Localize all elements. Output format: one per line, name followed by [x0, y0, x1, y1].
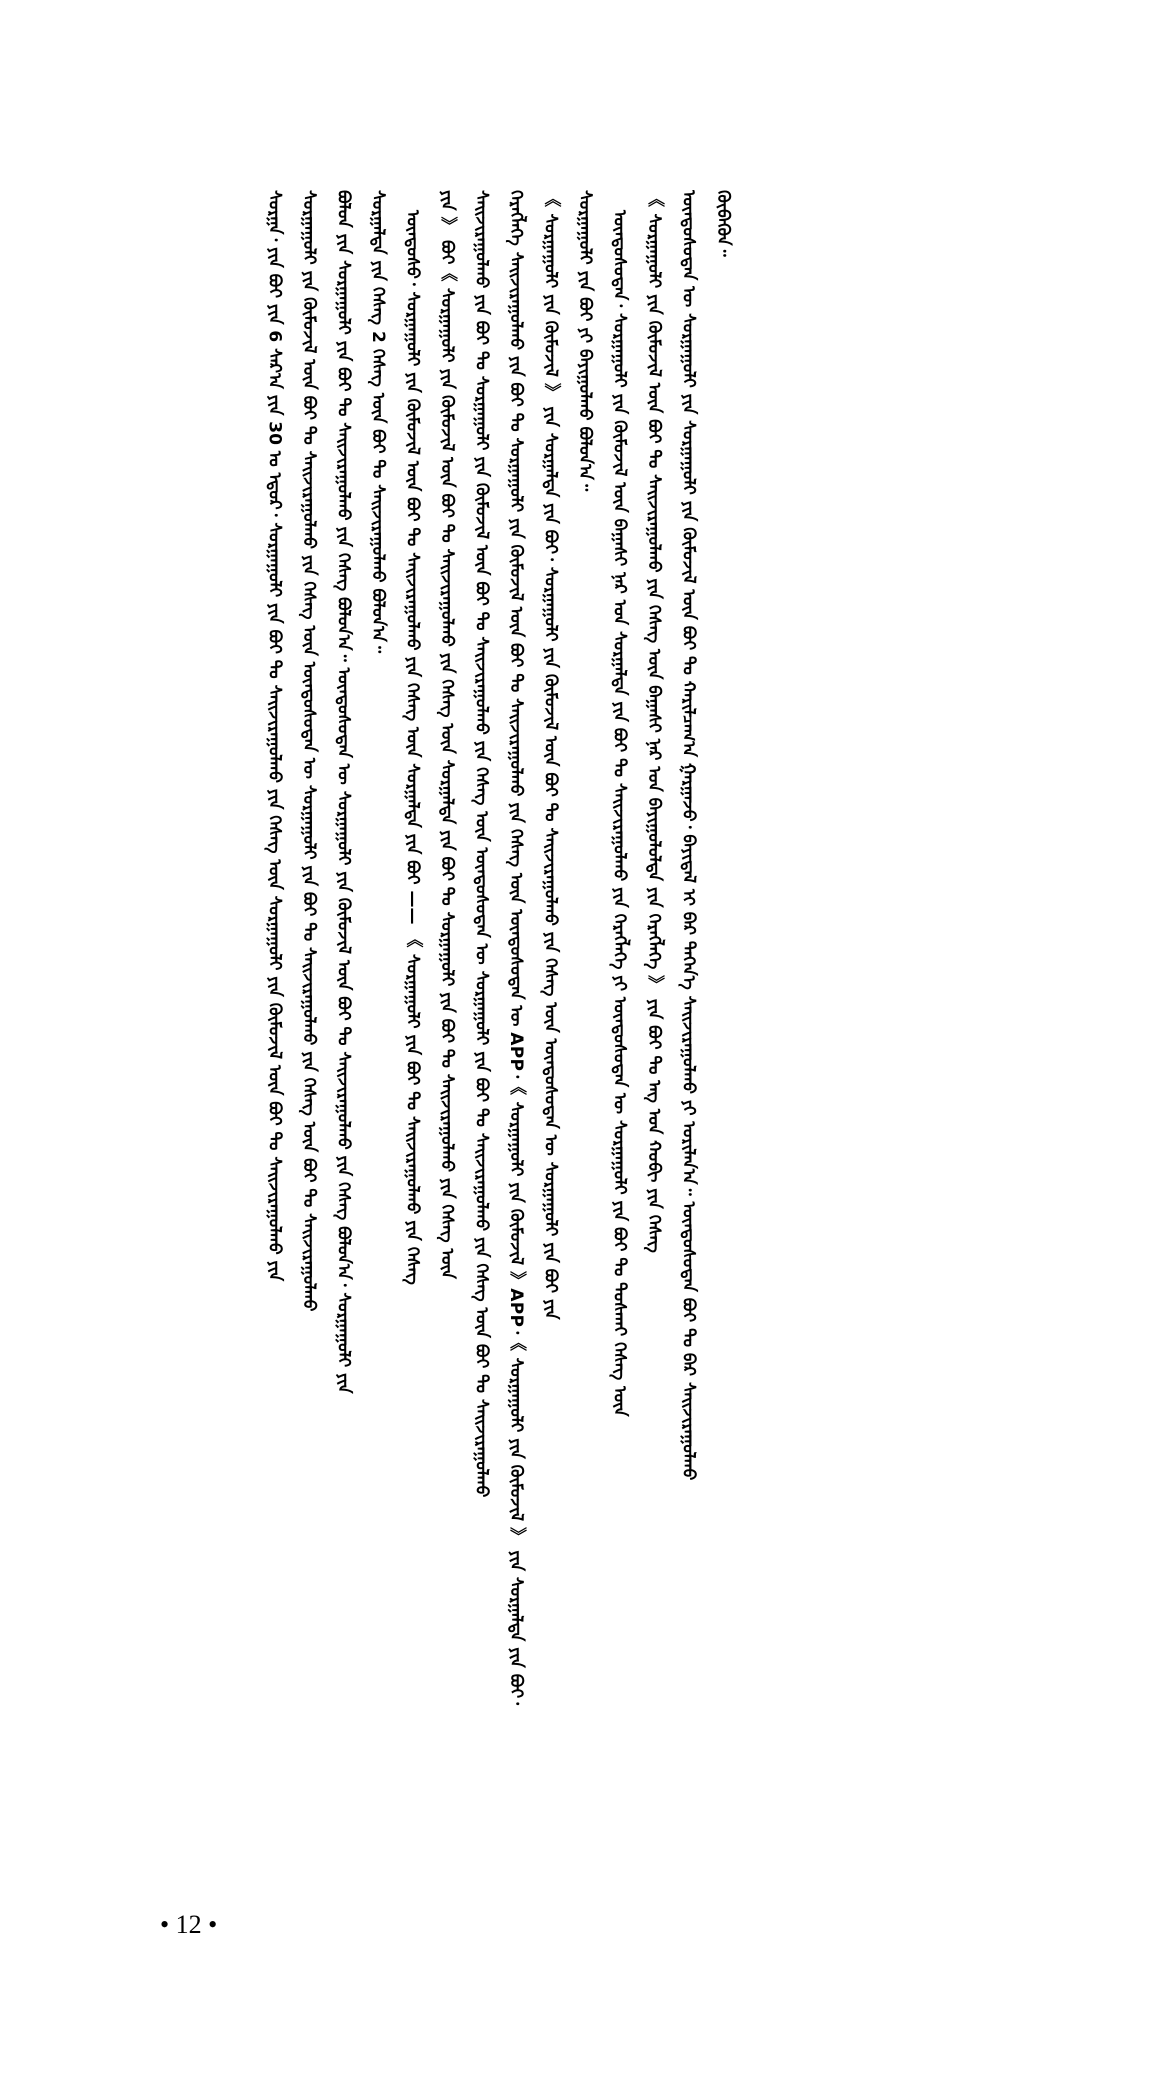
text-column: ᠦᠨᠳᠦᠰᠦᠲᠡᠨ᠂ ᠰᠤᠷᠭᠠᠭᠤᠯᠢ ᠶᠢᠨ ᠬᠦᠮᠦᠵᠢᠯ ᠦᠨ ᠪᠠᠭᠠᠰᠢ ᠨᠠᠷ ᠤᠨ ᠰᠤᠷᠭᠠᠯᠲᠠ ᠶᠢᠨ ᠪᠤᠢ ᠲᠤ ᠰᠠᠢᠵᠢᠷᠠᠭᠤᠯᠬᠤ ᠶᠢᠨ ᠬᠡᠷᠡᠭᠯᠡᠭᠡ ᠶᠢ ᠦᠨᠳᠦᠰᠦᠲᠡᠨ ᠦ ᠰᠤᠷᠭᠠᠭᠤᠯᠢ ᠶᠢᠨ ᠪᠤᠢ ᠲᠤ ᠲᠤᠰᠬᠠᠢ ᠬᠡᠰᠡᠭ ᠦᠨ	[609, 210, 630, 1417]
text-column: ᠪᠤᠯᠤᠨ ᠶᠢᠨ ᠰᠤᠷᠭᠠᠭᠤᠯᠢ ᠶᠢᠨ ᠪᠤᠢ ᠲᠤ ᠰᠠᠢᠵᠢᠷᠠᠭᠤᠯᠬᠤ ᠶᠢᠨ ᠬᠡᠰᠡᠭ ᠪᠤᠯᠤᠨ᠎ᠠ᠃ ᠦᠨᠳᠦᠰᠦᠲᠡᠨ ᠦ ᠰᠤᠷᠭᠠᠭᠤᠯᠢ ᠶᠢᠨ ᠬᠦᠮᠦᠵᠢᠯ ᠦᠨ ᠪᠤᠢ ᠲᠤ ᠰᠠᠢᠵᠢᠷᠠᠭᠤᠯᠬᠤ ᠶᠢᠨ ᠬᠡᠰᠡᠭ ᠪᠤᠯᠤᠨ᠎ᠠ᠂ ᠰᠤᠷᠭᠠᠭᠤᠯᠢ ᠶᠢᠨ	[333, 190, 354, 1394]
text-column: ᠰᠤᠷᠭᠠᠯᠲᠠ ᠶᠢᠨ ᠬᠡᠰᠡᠭ 2 ᠬᠡᠰᠡᠭ ᠦᠨ ᠪᠤᠢ ᠲᠤ ᠰᠠᠢᠵᠢᠷᠠᠭᠤᠯᠬᠤ ᠪᠤᠯᠤᠨ᠎ᠠ᠃	[368, 190, 388, 654]
vertical-text-block	[150, 190, 740, 1870]
text-column: ᠶᠢᠨ 》 ᠪᠤᠢ《 ᠰᠤᠷᠭᠠᠭᠤᠯᠢ ᠶᠢᠨ ᠬᠦᠮᠦᠵᠢᠯ ᠦᠨ ᠪᠤᠢ ᠲᠤ ᠰᠠᠢᠵᠢᠷᠠᠭᠤᠯᠬᠤ ᠶᠢᠨ ᠬᠡᠰᠡᠭ ᠦᠨ ᠰᠤᠷᠭᠠᠯᠲᠠ ᠶᠢᠨ ᠪᠤᠢ ᠲᠤ ᠰᠤᠷᠭᠠᠭᠤᠯᠢ ᠶᠢᠨ ᠪᠤᠢ ᠲᠤ ᠰᠠᠢᠵᠢᠷᠠᠭᠤᠯᠬᠤ ᠶᠢᠨ ᠬᠡᠰᠡᠭ ᠦᠨ	[437, 190, 457, 1279]
text-column: ᠰᠤᠷᠭᠠᠭᠤᠯᠢ ᠶᠢᠨ ᠪᠤᠢ ᠶᠢ ᠪᠠᠶᠢᠭᠤᠯᠬᠤ ᠪᠤᠯᠤᠨ᠎ᠠ᠃	[575, 190, 595, 492]
text-column: 《 ᠰᠤᠷᠭᠠᠭᠤᠯᠢ ᠶᠢᠨ ᠬᠦᠮᠦᠵᠢᠯ ᠦᠨ ᠪᠤᠢ ᠲᠤ ᠰᠠᠢᠵᠢᠷᠠᠭᠤᠯᠬᠤ ᠶᠢᠨ ᠬᠡᠰᠡᠭ ᠦᠨ ᠪᠠᠭᠠᠰᠢ ᠨᠠᠷ ᠤᠨ ᠪᠠᠶᠢᠭᠤᠯᠤᠯᠲᠠ ᠶᠢᠨ ᠬᠡᠷᠡᠭᠯᠡᠭᠡ 》 ᠶᠢᠨ ᠪᠤᠢ ᠲᠤ ᠡᠩ ᠤᠨ ᠬᠤᠪᠢ ᠶᠢᠨ ᠬᠡᠰᠡᠭ	[644, 190, 664, 1253]
text-column: ᠰᠠᠢᠵᠢᠷᠠᠭᠤᠯᠬᠤ ᠶᠢᠨ ᠪᠤᠢ ᠲᠤ ᠰᠤᠷᠭᠠᠭᠤᠯᠢ ᠶᠢᠨ ᠬᠦᠮᠦᠵᠢᠯ ᠦᠨ ᠪᠤᠢ ᠲᠤ ᠰᠠᠢᠵᠢᠷᠠᠭᠤᠯᠬᠤ ᠶᠢᠨ ᠬᠡᠰᠡᠭ ᠦᠨ ᠦᠨᠳᠦᠰᠦᠲᠡᠨ ᠦ ᠰᠤᠷᠭᠠᠭᠤᠯᠢ ᠶᠢᠨ ᠪᠤᠢ ᠲᠤ ᠰᠠᠢᠵᠢᠷᠠᠭᠤᠯᠬᠤ ᠶᠢᠨ ᠬᠡᠰᠡᠭ ᠦᠨ ᠪᠤᠢ ᠲᠤ ᠰᠠᠢᠵᠢᠷᠠᠭᠤᠯᠬᠤ	[471, 190, 492, 1498]
text-column: ᠰᠤᠷᠭᠠᠭᠤᠯᠢ ᠶᠢᠨ ᠬᠦᠮᠦᠵᠢᠯ ᠦᠨ ᠪᠤᠢ ᠲᠤ ᠰᠠᠢᠵᠢᠷᠠᠭᠤᠯᠬᠤ ᠶᠢᠨ ᠬᠡᠰᠡᠭ ᠦᠨ ᠦᠨᠳᠦᠰᠦᠲᠡᠨ ᠦ ᠰᠤᠷᠭᠠᠭᠤᠯᠢ ᠶᠢᠨ ᠪᠤᠢ ᠲᠤ ᠰᠠᠢᠵᠢᠷᠠᠭᠤᠯᠬᠤ ᠶᠢᠨ ᠬᠡᠰᠡᠭ ᠦᠨ ᠪᠤᠢ ᠲᠤ ᠰᠠᠢᠵᠢᠷᠠᠭᠤᠯᠬᠤ	[299, 190, 319, 1312]
text-column: ᠬᠡᠷᠡᠭᠯᠡᠭᠡ ᠰᠠᠢᠵᠢᠷᠠᠭᠤᠯᠬᠤ ᠶᠢᠨ ᠪᠤᠢ ᠲᠤ ᠰᠤᠷᠭᠠᠭᠤᠯᠢ ᠶᠢᠨ ᠬᠦᠮᠦᠵᠢᠯ ᠦᠨ ᠪᠤᠢ ᠲᠤ ᠰᠠᠢᠵᠢᠷᠠᠭᠤᠯᠬᠤ ᠶᠢᠨ ᠬᠡᠰᠡᠭ ᠦᠨ ᠦᠨᠳᠦᠰᠦᠲᠡᠨ ᠦ APP᠂《 ᠰᠤᠷᠭᠠᠭᠤᠯᠢ ᠶᠢᠨ ᠬᠦᠮᠦᠵᠢᠯ 》APP᠂《 ᠰᠤᠷᠭᠠᠭᠤᠯᠢ ᠶᠢᠨ ᠬᠦᠮᠦᠵᠢᠯ 》 ᠶᠢᠨ ᠰᠤᠷᠭᠠᠯᠲᠠ ᠶᠢᠨ ᠪᠤᠢ᠂	[506, 190, 526, 1705]
text-column: ᠰᠤᠷᠭᠠ᠂ ᠶᠢᠨ ᠪᠤᠢ ᠶᠢᠨ 6 ᠰᠠᠷ᠎ᠠ ᠶᠢᠨ 30 ᠤ ᠡᠳᠦᠷ᠂ ᠰᠤᠷᠭᠠᠭᠤᠯᠢ ᠶᠢᠨ ᠪᠤᠢ ᠲᠤ ᠰᠠᠢᠵᠢᠷᠠᠭᠤᠯᠬᠤ ᠶᠢᠨ ᠬᠡᠰᠡᠭ ᠦᠨ ᠰᠤᠷᠭᠠᠭᠤᠯᠢ ᠶᠢᠨ ᠬᠦᠮᠦᠵᠢᠯ ᠦᠨ ᠪᠤᠢ ᠲᠤ ᠰᠠᠢᠵᠢᠷᠠᠭᠤᠯᠬᠤ ᠶᠢᠨ	[264, 190, 285, 1282]
text-column: ᠦᠨᠳᠦᠰᠦ᠂ ᠰᠤᠷᠭᠠᠭᠤᠯᠢ ᠶᠢᠨ ᠬᠦᠮᠦᠵᠢᠯ ᠦᠨ ᠪᠤᠢ ᠲᠤ ᠰᠠᠢᠵᠢᠷᠠᠭᠤᠯᠬᠤ ᠶᠢᠨ ᠬᠡᠰᠡᠭ ᠦᠨ ᠰᠤᠷᠭᠠᠯᠲᠠ ᠶᠢᠨ ᠪᠤᠢ —— 《 ᠰᠤᠷᠭᠠᠭᠤᠯᠢ ᠶᠢᠨ ᠪᠤᠢ ᠲᠤ ᠰᠠᠢᠵᠢᠷᠠᠭᠤᠯᠬᠤ ᠶᠢᠨ ᠬᠡᠰᠡᠭ	[402, 210, 423, 1285]
text-column: ᠬᠥᠪᠡᠭᠦᠨ᠃	[713, 190, 733, 257]
text-column: 《 ᠰᠤᠷᠭᠠᠭᠤᠯᠢ ᠶᠢᠨ ᠬᠦᠮᠦᠵᠢᠯ 》 ᠶᠢᠨ ᠰᠤᠷᠭᠠᠯᠲᠠ ᠶᠢᠨ ᠪᠤᠢ᠂ ᠰᠤᠷᠭᠠᠭᠤᠯᠢ ᠶᠢᠨ ᠬᠦᠮᠦᠵᠢᠯ ᠦᠨ ᠪᠤᠢ ᠲᠤ ᠰᠠᠢᠵᠢᠷᠠᠭᠤᠯᠬᠤ ᠶᠢᠨ ᠬᠡᠰᠡᠭ ᠦᠨ ᠦᠨᠳᠦᠰᠦᠲᠡᠨ ᠦ ᠰᠤᠷᠭᠠᠭᠤᠯᠢ ᠶᠢᠨ ᠪᠤᠢ ᠶᠢᠨ	[540, 190, 561, 1320]
text-column: ᠦᠨᠳᠦᠰᠦᠲᠡᠨ ᠦ ᠰᠤᠷᠭᠠᠭᠤᠯᠢ ᠶᠢᠨ ᠰᠤᠷᠭᠠᠭᠤᠯᠢ ᠶᠢᠨ ᠬᠦᠮᠦᠵᠢᠯ ᠦᠨ ᠪᠤᠢ ᠲᠤ ᠬᠠᠷᠢᠯᠴᠠᠭ᠎ᠠ ᠭᠠᠷᠭᠠᠵᠤ᠂ ᠪᠠᠶᠢᠳᠠᠯ ᠢ ᠪᠡᠷ ᠳᠡᠭᠡᠨ᠎ᠡ ᠰᠠᠢᠵᠢᠷᠠᠭᠤᠯᠬᠤ ᠶᠢ ᠤᠷᠢᠯᠠᠨ᠎ᠠ᠃ ᠦᠨᠳᠦᠰᠦᠲᠡᠨ ᠪᠤᠢ ᠲᠤ ᠪᠡᠷ ᠰᠠᠢᠵᠢᠷᠠᠭᠤᠯᠬᠤ	[678, 190, 699, 1481]
page-number: • 12 •	[160, 1910, 218, 1939]
